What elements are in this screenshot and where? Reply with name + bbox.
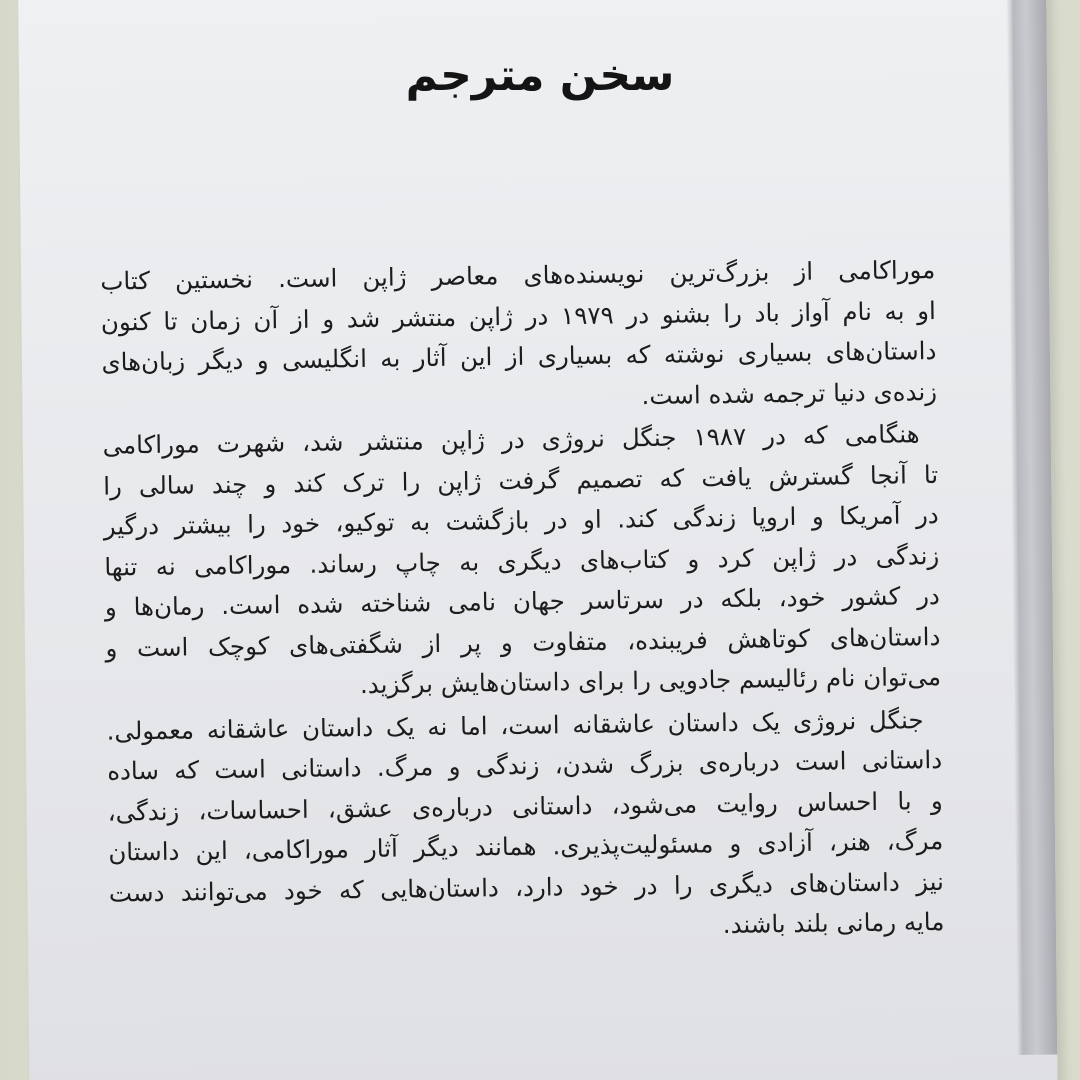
text-line: در کشور خود، بلکه در سرتاسر جهان نامی شناخته شده است. رمان‌ها و [104, 580, 941, 622]
text-line: موراکامی از بزرگ‌ترین نویسنده‌های معاصر ژاپن است. نخستین کتاب [100, 254, 936, 296]
page-title: سخن مترجم [405, 50, 675, 101]
text-line: هنگامی که در ۱۹۸۷ جنگل نروژی در ژاپن منتشر شد، شهرت موراکامی [102, 419, 920, 460]
text-line: مرگ، هنر، آزادی و مسئولیت‌پذیری. همانند دیگر آثار موراکامی، این داستان [108, 825, 944, 867]
text-line: داستانی است درباره‌ی بزرگ شدن، زندگی و مرگ. داستانی است که ساده [106, 744, 943, 786]
text-line: او به نام آواز باد را بشنو در ۱۹۷۹ در ژاپن منتشر شد و از آن زمان تا کنون [100, 295, 937, 337]
text-line: تا آنجا گسترش یافت که تصمیم گرفت ژاپن را ترک کند و چند سالی را [103, 459, 939, 501]
text-line: می‌توان نام رئالیسم جادویی را برای داستان‌هایش برگزید. [359, 661, 942, 700]
text-line: در آمریکا و اروپا زندگی کند. او در بازگشت به توکیو، خود را بیشتر درگیر [103, 499, 939, 541]
page-edge [1012, 0, 1057, 1055]
text-line: داستان‌های بسیاری نوشته که بسیاری از این آثار به انگلیسی و دیگر زبان‌های [101, 335, 937, 377]
paragraph-3 [106, 699, 944, 954]
text-line: و با احساس روایت می‌شود، داستانی درباره‌ی عشق، احساسات، زندگی، [107, 785, 943, 827]
text-line: داستان‌های کوتاهش فریبنده، متفاوت و پر از شگفتی‌های کوچک است و [105, 621, 941, 663]
text-line: جنگل نروژی یک داستان عاشقانه است، اما نه یک داستان عاشقانه معمولی. [106, 704, 924, 746]
paragraph-1 [100, 250, 937, 424]
body-text [100, 250, 945, 954]
text-line: نیز داستان‌های دیگری را در خود دارد، داستان‌هایی که خود می‌توانند دست [108, 866, 945, 908]
paragraph-2 [102, 414, 941, 709]
text-line: زندگی در ژاپن کرد و کتاب‌های دیگری به چاپ رساند. موراکامی نه تنها [104, 540, 940, 582]
text-line: زنده‌ی دنیا ترجمه شده است. [641, 376, 938, 410]
text-line: مایه رمانی بلند باشند. [722, 906, 945, 940]
